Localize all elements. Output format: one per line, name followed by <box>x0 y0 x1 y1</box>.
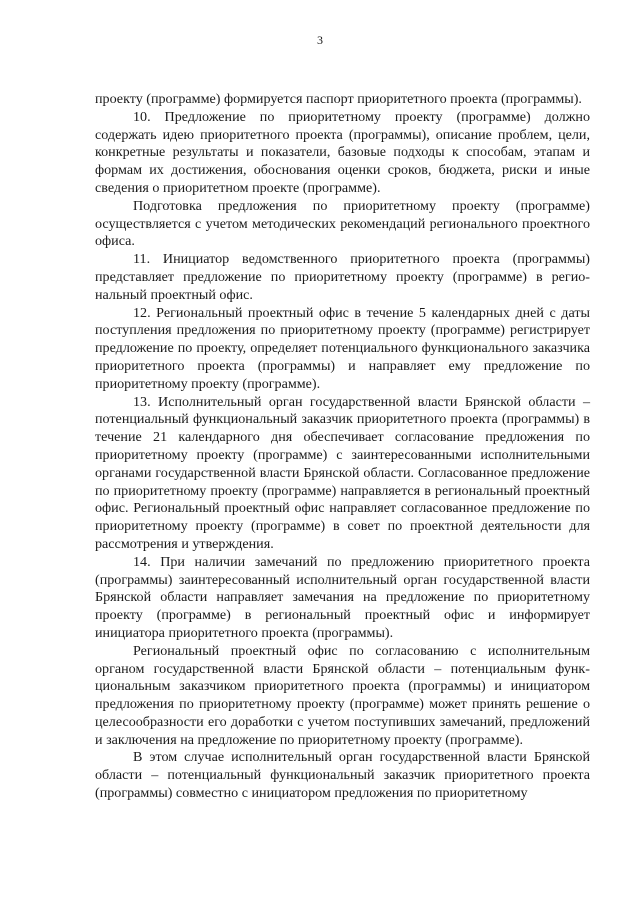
paragraph-item-11: 11. Инициатор ведомственного приоритетного проекта (программы) представляет предложение по приоритетному проекту (программе) в региональный проектный офис. <box>95 251 590 303</box>
paragraph-item-13: 13. Исполнительный орган государственной власти Брянской области – потенциальный функциональный заказчик приоритетного проекта (программы) в течение 21 календарного дня обеспечивает согласование предложения по приоритетному проекту (программе) с заинтересованными исполнительными органами государственной власти Брянской области. Согласованное предложение по приоритетному проекту (программе) направляется в региональный проектный офис. Региональный проектный офис направляет согласованное предложение по приоритетному проекту (программе) в совет по проектной деятельности для рассмотрения и утверждения. <box>95 393 590 552</box>
page-number: 3 <box>317 33 323 47</box>
paragraph-in-this-case: В этом случае исполнительный орган государственной власти Брянской области – потенциальный функциональный заказчик приоритетного проекта (программы) совместно с инициатором предложения по приоритетному <box>95 749 590 802</box>
paragraph-continuation: проекту (программе) формируется паспорт приоритетного проекта (программы). <box>95 91 582 107</box>
body-text <box>95 91 590 803</box>
paragraph-preparation: Подготовка предложения по приоритетному проекту (программе) осуществляется с учетом методических рекомендаций регионального проектного офиса. <box>95 197 590 250</box>
paragraph-item-10: 10. Предложение по приоритетному проекту (программе) должно содержать идею приоритетного проекта (программы), описание проблем, цели, конкретные результаты и показатели, базовые подходы к способам, этапам и формам их достижения, обоснования оценки сроков, бюджета, риски и иные сведения о приоритетном проекте (программе). <box>95 108 590 196</box>
paragraph-item-12: 12. Региональный проектный офис в течение 5 календарных дней с даты поступления предложения по приоритетному проекту (программе) регистрирует предложение по проекту, определяет потенциального функционального заказчика приоритетного проекта (программы) и направляет ему предложение по приоритетному проекту (программе). <box>95 304 590 392</box>
paragraph-item-14: 14. При наличии замечаний по предложению приоритетного проекта (программы) заинтересованный исполнительный орган государственной власти Брянской области направляет замечания на предложение по приоритетному проекту (программе) в региональный проектный офис и информирует инициатора приоритетного проекта (программы). <box>95 553 590 641</box>
paragraph-regional-office: Региональный проектный офис по согласованию с исполнительным органом государственной власти Брянской области – потенциальным функциональным заказчиком приоритетного проекта (программы) и инициатором предложения по приоритетному проекту (программе) может принять решение о целесообразности его доработки с учетом поступивших замечаний, предложений и заключения на предложение по приоритетному проекту (программе). <box>95 642 590 748</box>
